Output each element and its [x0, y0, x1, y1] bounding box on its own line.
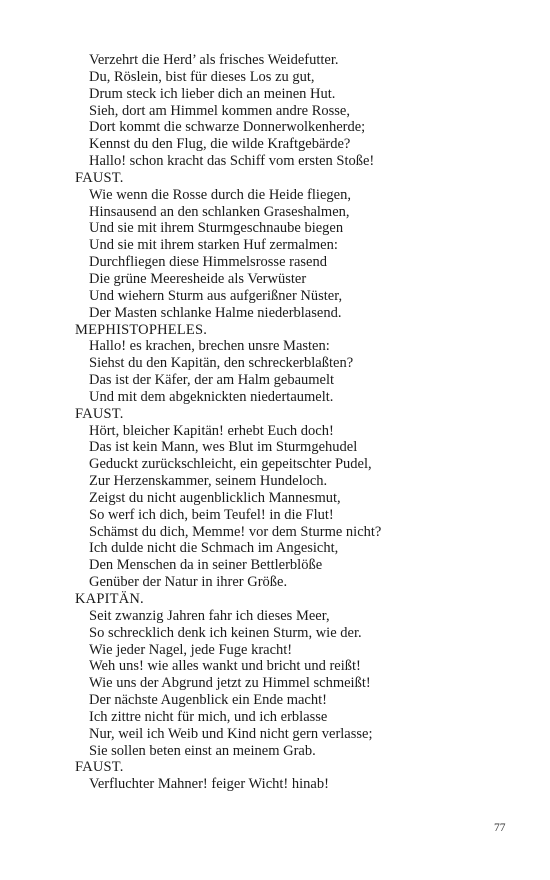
verse-line: Ich zittre nicht für mich, und ich erblasse	[89, 708, 328, 725]
verse-line: Der nächste Augenblick ein Ende macht!	[89, 692, 327, 709]
verse-line: Verzehrt die Herd’ als frisches Weidefutter.	[89, 52, 339, 68]
verse-line: Durchfliegen diese Himmelsrosse rasend	[89, 254, 327, 271]
verse-line: Sieh, dort am Himmel kommen andre Rosse,	[89, 102, 350, 119]
verse-line: Du, Röslein, bist für dieses Los zu gut,	[89, 68, 315, 85]
verse-line: Hinsausend an den schlanken Graseshalmen,	[89, 203, 350, 220]
verse-line: Drum steck ich lieber dich an meinen Hut.	[89, 85, 336, 102]
verse-line: Das ist der Käfer, der am Halm gebaumelt	[89, 372, 335, 389]
speaker-name: FAUST.	[75, 169, 124, 186]
speaker-name: FAUST.	[75, 405, 124, 422]
verse-line: Weh uns! wie alles wankt und bricht und reißt!	[89, 658, 361, 675]
speaker-name: FAUST.	[75, 759, 124, 776]
speaker-name: MEPHISTOPHELES.	[75, 321, 208, 338]
verse-line: Der Masten schlanke Halme niederblasend.	[89, 304, 342, 321]
verse-line: So schrecklich denk ich keinen Sturm, wie der.	[89, 624, 362, 641]
verse-line: Zur Herzenskammer, seinem Hundeloch.	[89, 473, 328, 490]
verse-line: Und mit dem abgeknickten niedertaumelt.	[89, 388, 334, 405]
verse-line: Siehst du den Kapitän, den schreckerblaßten?	[89, 355, 354, 372]
verse-line: Die grüne Meeresheide als Verwüster	[89, 270, 307, 287]
verse-line: Wie wenn die Rosse durch die Heide fliegen,	[89, 186, 351, 203]
verse-line: Seit zwanzig Jahren fahr ich dieses Meer,	[89, 607, 330, 624]
verse-line: Hallo! schon kracht das Schiff vom ersten Stoße!	[89, 153, 375, 170]
verse-line: Verfluchter Mahner! feiger Wicht! hinab!	[89, 776, 329, 793]
verse-line: So werf ich dich, beim Teufel! in die Flut!	[89, 506, 334, 523]
verse-line: Zeigst du nicht augenblicklich Mannesmut,	[89, 489, 341, 506]
page-number: 77	[494, 822, 506, 834]
verse-line: Und wiehern Sturm aus aufgerißner Nüster,	[89, 287, 343, 304]
verse-line: Schämst du dich, Memme! vor dem Sturme nicht?	[89, 523, 382, 540]
verse-line: Ich dulde nicht die Schmach im Angesicht,	[89, 540, 339, 557]
verse-line: Und sie mit ihrem starken Huf zermalmen:	[89, 237, 338, 254]
speaker-name: KAPITÄN.	[75, 591, 144, 607]
verse-line: Wie jeder Nagel, jede Fuge kracht!	[89, 641, 293, 658]
verse-line: Geduckt zurückschleicht, ein gepeitschter Pudel,	[89, 456, 372, 473]
verse-line: Den Menschen da in seiner Bettlerblöße	[89, 557, 323, 574]
verse-line: Das ist kein Mann, wes Blut im Sturmgehudel	[89, 439, 358, 456]
verse-line: Kennst du den Flug, die wilde Kraftgebärde?	[89, 136, 351, 153]
verse-line: Wie uns der Abgrund jetzt zu Himmel schmeißt!	[89, 675, 371, 692]
verse-line: Und sie mit ihrem Sturmgeschnaube biegen	[89, 220, 344, 237]
play-text	[75, 52, 515, 793]
verse-line: Dort kommt die schwarze Donnerwolkenherde;	[89, 119, 366, 136]
verse-line: Nur, weil ich Weib und Kind nicht gern verlasse;	[89, 725, 373, 742]
verse-line: Sie sollen beten einst an meinem Grab.	[89, 742, 316, 759]
verse-line: Hört, bleicher Kapitän! erhebt Euch doch!	[89, 422, 334, 439]
verse-line: Hallo! es krachen, brechen unsre Masten:	[89, 338, 330, 355]
verse-line: Genüber der Natur in ihrer Größe.	[89, 574, 288, 591]
